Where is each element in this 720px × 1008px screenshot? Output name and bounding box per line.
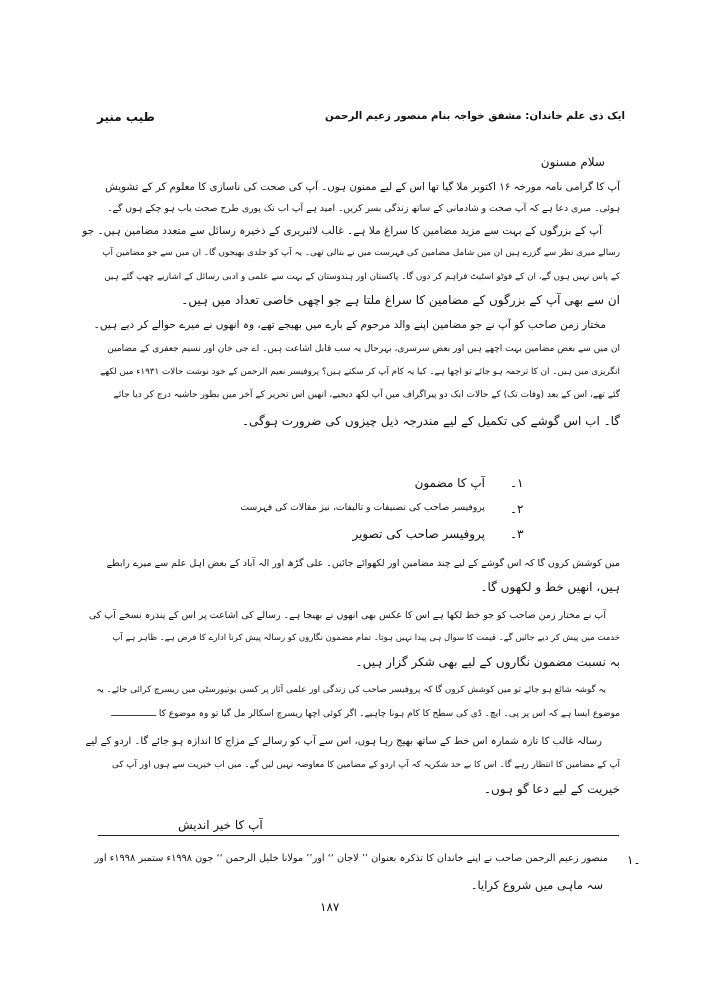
body-line: آپ کے مضامین کا انتظار رہے گا۔ اس کا بے حد شکریہ کہ آپ اردو کے مضامین کا معاوضہ نہیں لیں گے۔ میں اب خیریت سے ہوں اور آپ کی — [112, 760, 620, 770]
list-number: ۲۔ — [510, 502, 524, 516]
body-line: رسالے میری نظر سے گزرے ہیں ان میں شامل مضامین کی فہرست میں نے بنالی تھی۔ یہ آپ کو جلدی بھیجوں گا۔ ان میں سے جو مضامین آپ — [102, 248, 620, 258]
body-line: انگریزی میں ہیں۔ ان کا ترجمہ ہو جائے تو اچھا ہے۔ کیا یہ کام آپ کر سکتے ہیں؟ پروفیسر نعیم الرحمن کے خود نوشت حالات ۱۹۳۱ء میں لکھے — [100, 367, 620, 377]
signature: آپ کا خیر اندیش — [178, 818, 263, 832]
body-line: میں کوشش کروں گا کہ اس گوشے کے لیے چند مضامین اور لکھوائے جائیں۔ علی گڑھ اور الہ آباد کے بعض اہل علم سے میرے رابطے — [106, 558, 620, 569]
greeting: سلام مسنون — [540, 155, 605, 169]
body-line: بہ نسبت مضمون نگاروں کے لیے بھی شکر گزار ہیں۔ — [355, 655, 620, 669]
footnote-line: منصور زعیم الرحمن صاحب نے اپنے خاندان کا تذکرہ بعنوان ’’ لاجان ‘‘ اور’’ مولانا خلیل الرحمن ‘‘ جون ۱۹۹۸ء ستمبر ۱۹۹۸ء اور — [94, 853, 608, 864]
list-item: پروفیسر صاحب کی تصنیفات و تالیفات، نیز مقالات کی فہرست — [240, 502, 485, 513]
body-line: کے پاس نہیں ہوں گے، ان کے فوٹو اسٹیٹ فراہم کر دوں گا۔ پاکستان اور ہندوستان کے بہت سے علمی و ادبی رسائل کے اشاریے چھپ گئے ہیں — [104, 272, 620, 282]
body-line: خدمت میں پیش کر دیے جائیں گے۔ قیمت کا سوال ہی پیدا نہیں ہوتا۔ تمام مضمون نگاروں کو رسالہ پیش کرنا ادارے کا فرض ہے۔ ظاہر ہے آپ — [112, 633, 620, 643]
body-line: آپ کا گرامی نامہ مورخہ ۱۶ اکتوبر ملا گیا تھا اس کے لیے ممنون ہوں۔ آپ کی صحت کی ناسازی کا معلوم کر کے تشویش — [105, 181, 620, 193]
body-line: آپ کے بزرگوں کے بہت سے مزید مضامین کا سراغ ملا ہے۔ غالب لائبریری کے ذخیرہ رسائل سے متعدد مضامین ہیں۔ جو — [82, 225, 602, 237]
running-header-name: طیب منیر — [97, 110, 155, 124]
body-line: رسالہ غالب کا تازہ شمارہ اس خط کے ساتھ بھیج رہا ہوں، اس سے آپ کو رسالے کے مزاج کا اندازہ ہو جائے گا۔ اردو کے لیے — [85, 736, 602, 747]
footnote-line: سہ ماہی میں شروع کرایا۔ — [470, 878, 603, 892]
body-line: گئے تھے، اس کے بعد (وفات تک) کے حالات ایک دو پیراگراف میں آپ لکھ دیجیے، انھیں اس تحریر کے آخر میں بطور حاشیہ درج کر دیا جائے — [113, 390, 620, 400]
list-item: پروفیسر صاحب کی تصویر — [352, 527, 485, 541]
list-number: ۳۔ — [510, 527, 524, 541]
footnote-divider — [98, 835, 619, 836]
body-line: موضوع ایسا ہے کہ اس پر پی۔ ایچ۔ ڈی کی سطح کا کام ہونا چاہیے۔ اگر کوئی اچھا ریسرچ اسکالر مل گیا تو وہ موضوع کا ـــــــــــــــــ — [111, 709, 620, 719]
list-number: ۱۔ — [510, 476, 524, 490]
body-line: ہوئی۔ میری دعا ہے کہ آپ صحت و شادمانی کے ساتھ زندگی بسر کریں۔ امید ہے آپ اب تک پوری طرح صحت یاب ہو چکے ہوں گے۔ — [107, 203, 620, 214]
footnote-number: ۱۔ — [627, 853, 641, 867]
running-header-title: ایک ذی علم خاندان: مشفق خواجہ بنام منصور زعیم الرحمن — [325, 110, 626, 122]
body-line: خیریت کے لیے دعا گو ہوں۔ — [483, 782, 620, 796]
body-line: ان سے بھی آپ کے بزرگوں کے مضامین کا سراغ ملتا ہے جو اچھی خاصی تعداد میں ہیں۔ — [181, 293, 620, 307]
page-number: ۱۸۷ — [320, 900, 340, 914]
body-line: یہ گوشہ شائع ہو جائے تو میں کوشش کروں گا کہ پروفیسر صاحب کی زندگی اور علمی آثار پر کسی یونیورسٹی میں ریسرچ کرائی جائے۔ یہ — [96, 685, 606, 695]
body-line: مختار زمن صاحب کو آپ نے جو مضامین اپنے والد مرحوم کے بارے میں بھیجے تھے، وہ انھوں نے میرے حوالے کر دیے ہیں۔ — [93, 319, 606, 331]
body-line: آپ نے مختار زمن صاحب کو جو خط لکھا ہے اس کا عکس بھی انھوں نے بھیجا ہے۔ رسالے کی اشاعت پر اس کے پندرہ نسخے آپ کی — [88, 610, 606, 621]
body-line: ان میں سے بعض مضامین بہت اچھے ہیں اور بعض سرسری، بہرحال یہ سب قابل اشاعت ہیں۔ اے جی خان اور نسیم جعفری کے مضامین — [107, 344, 620, 354]
body-line: گا۔ اب اس گوشے کی تکمیل کے لیے مندرجہ ذیل چیزوں کی ضرورت ہوگی۔ — [242, 414, 620, 428]
body-line: ہیں، انھیں خط و لکھوں گا۔ — [480, 580, 620, 594]
list-item: آپ کا مضمون — [414, 476, 485, 490]
